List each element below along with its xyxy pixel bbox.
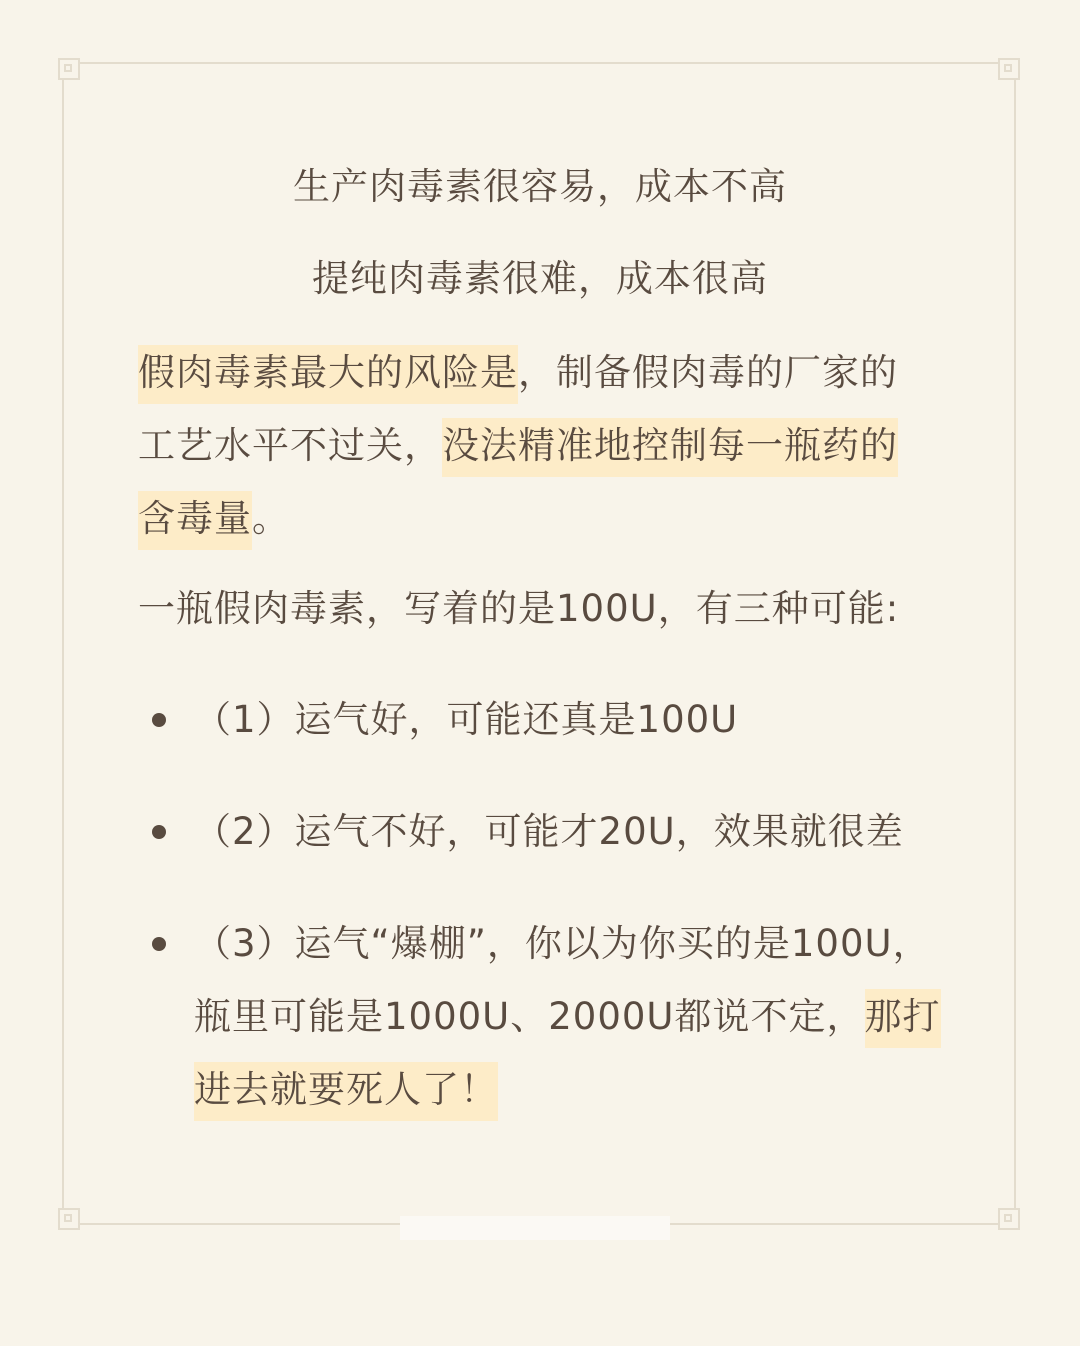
bullet-dot-icon <box>152 713 166 727</box>
frame-corner-ornament <box>998 1208 1020 1230</box>
paragraph-risk <box>138 336 928 555</box>
frame-corner-ornament <box>58 1208 80 1230</box>
frame-bottom-gap <box>400 1216 670 1240</box>
frame-corner-ornament <box>998 58 1020 80</box>
list-item-text: （2）运气不好，可能才20U，效果就很差 <box>194 810 904 853</box>
bullet-dot-icon <box>152 937 166 951</box>
paragraph-text: 。 <box>252 497 290 540</box>
list-item-text-plain: （3）运气“爆棚”，你以为你买的是100U，瓶里可能是1000U、2000U都说不定， <box>194 922 931 1038</box>
paragraph-text: ，制备假肉毒的厂家的工艺水平不过关， <box>138 351 898 467</box>
list-item-text: （1）运气好，可能还真是100U <box>194 698 739 741</box>
bullet-dot-icon <box>152 825 166 839</box>
highlight-text: 没法精准地控制每一瓶药的含毒量 <box>138 418 898 550</box>
frame-corner-ornament <box>58 58 80 80</box>
heading-line-2: 提纯肉毒素很难，成本很高 <box>312 257 768 300</box>
list-item-text <box>194 907 944 1126</box>
highlight-text: 那打进去就要死人了！ <box>194 989 941 1121</box>
paragraph-three-possibilities: 一瓶假肉毒素，写着的是100U，有三种可能: <box>138 587 900 630</box>
heading-line-1: 生产肉毒素很容易，成本不高 <box>293 165 787 208</box>
highlight-text: 假肉毒素最大的风险是 <box>138 345 518 404</box>
